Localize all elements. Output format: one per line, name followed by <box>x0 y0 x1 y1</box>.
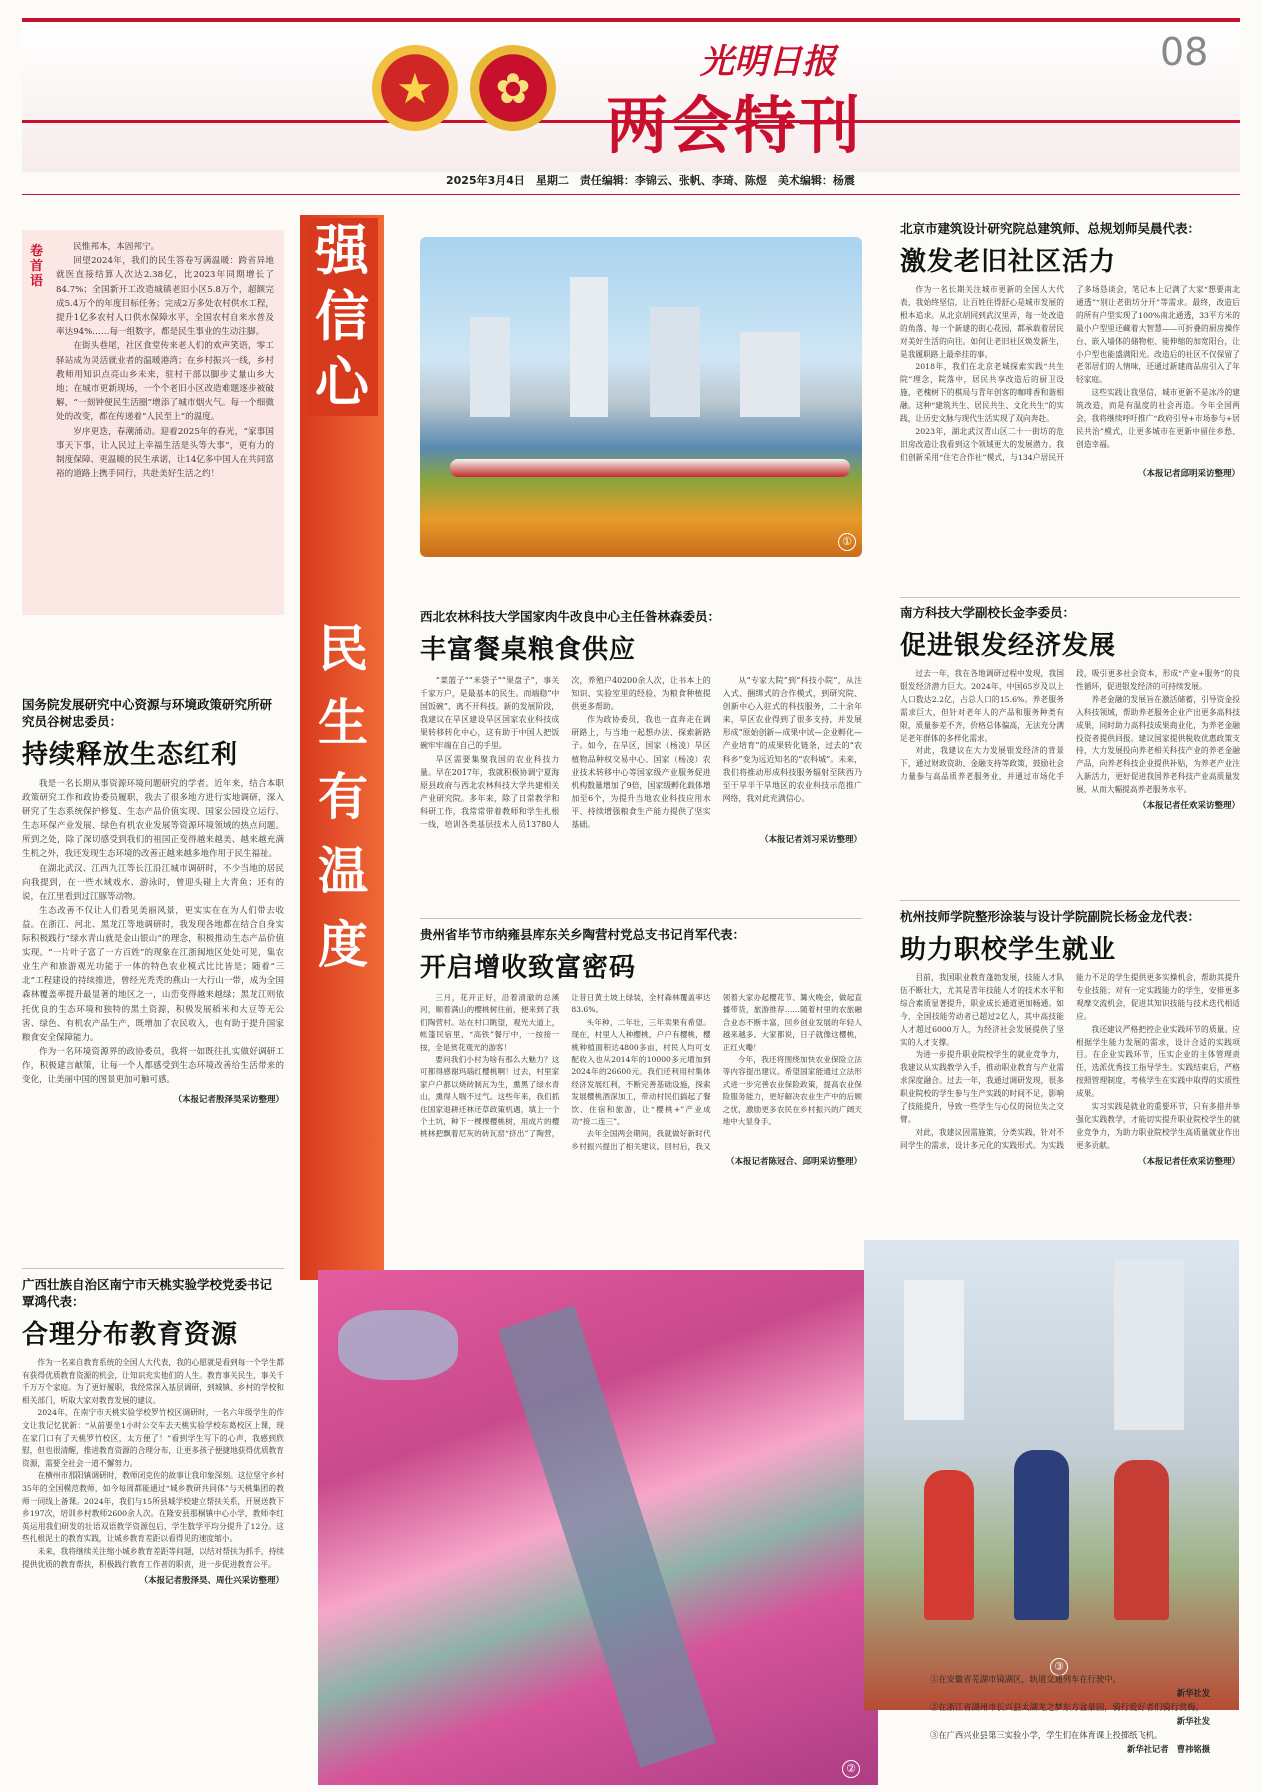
caption-credit: 新华社发 <box>1176 1688 1210 1698</box>
divider <box>22 1268 284 1269</box>
article-kicker: 国务院发展研究中心资源与环境政策研究所研究员谷树忠委员： <box>22 697 273 729</box>
article-byline: （本报记者任欢采访整理） <box>1137 1156 1240 1167</box>
article-ecology <box>22 696 284 1105</box>
paragraph: 未来，我将继续关注缩小城乡教育差距等问题，以结对帮扶为抓手，持续提供优质的教育帮扶，积极践行教育工作者的职责，进一步促进教育公平。 <box>22 1546 284 1569</box>
national-emblem-icon: ★ <box>372 45 458 131</box>
paragraph: 三月，花开正好，沿着清澈的总溪河，顺着满山的樱桃树往前，便来到了我们陶营村。站在村口眺望，观光大道上，帐篷民宿里、“高铁”餐厅中，一按接一按，全是赏花观光的游客！ <box>420 993 560 1052</box>
article-community <box>900 220 1240 479</box>
banner-char: 温 <box>318 842 368 900</box>
paragraph: 作为政协委员，我也一直奔走在调研路上，与当地一起想办法、探索新路子。如今，在旱区，国家（杨凌）旱区植物品种权交易中心、国家（杨凌）农业技术转移中心等国家级产业服务促进机构数量增加了9倍，国家级孵化载体增加至6个，为提升当地农业科技应用水平、持续增强粮食生产能力提供了坚实基础。 <box>571 715 711 830</box>
student-shape <box>1114 1460 1169 1620</box>
building-shape <box>470 317 510 417</box>
paragraph: 去年全国两会期间，我就做好新时代乡村振兴提出了相关建议。回村后，我又领着大家办起樱花节、篝火晚会，做起直播带货，旅游推荐……随着村里的农旅融合业态不断丰富，回乡创业发展的年轻人越来越多。大家都说，日子就像这樱桃，正红火嘞！ <box>571 993 862 1151</box>
paragraph: 在湖北武汉、江西九江等长江沿江城市调研时，不少当地的居民向我提到，在一些水域戏水、游泳时，曾迎头碰上大青鱼；还有的说，在江里看到过江豚等动物。 <box>22 863 284 902</box>
lake-shape <box>338 1310 458 1380</box>
article-body <box>22 777 284 1087</box>
paragraph: 在横州市那阳镇调研时，教师闭克佐的故事让我印象深刻。这位坚守乡村35年的全国模范教师，如今每周都能通过“城乡教研共同体”与天桃集团的教师一同线上备课。2024年，我们与15所县城学校建立帮扶关系，开展送教下乡197次，培训乡村教师2600余人次。在隆安县那桐镇中心小学，教师李红英运用我们研发的壮语双语教学资源包后，学生数学平均分提升了12分。这些扎根泥土的教育实践，让城乡教育差距以看得见的速度缩小。 <box>22 1471 284 1544</box>
divider <box>900 900 1240 901</box>
paragraph: 头年种，二年壮，三年卖果有希望。现在，村里人人种樱桃，户户有樱桃，樱桃种植面积达4800多亩，村民人均可支配收入也从2014年的10000多元增加到2024年的26600元。我们还利用村集体经济发展红利，不断完善基础设施，探索发展樱桃酒深加工，带动村民们搞起了餐饮、住宿和旅游，让“樱桃+”产业成功“接二连三”。 <box>571 1017 711 1127</box>
train-shape <box>450 459 850 477</box>
article-byline: （本报记者邱明采访整理） <box>1137 468 1240 479</box>
paragraph: 养老金融的发展旨在激活储蓄，引导资金投入科技领域，帮助养老服务企业产出更多高科技成果，同时助力高科技成果商业化，为养老金融投资者提供回报。建议国家提供税收优惠政策支持，大力发展投向养老相关科技产业的养老金融产品，向养老科技企业提供补贴，为养老产业注入新活力，更好促进我国养老科技产业高质量发展，从而大幅提高养老服务水平。 <box>1076 694 1240 795</box>
article-food <box>420 608 862 845</box>
article-body <box>900 972 1240 1153</box>
preface-text <box>56 240 274 481</box>
building-shape <box>1114 1260 1184 1430</box>
paragraph: 回望2024年，我们的民生答卷写满温暖：跨省异地就医直接结算人次达2.38亿，比2023年同期增长了84.7%；全国新开工改造城镇老旧小区5.8万个，超额完成5.4万个的年度目标任务；完成2万多处农村供水工程，提升1亿多农村人口供水保障水平，全国农村自来水普及率达94%……每一组数字，都是民生事业的生动注脚。 <box>56 256 274 338</box>
article-body <box>420 992 862 1153</box>
article-kicker: 贵州省毕节市纳雍县库东关乡陶营村党总支书记肖军代表： <box>420 927 746 942</box>
caption-text: ③在广西兴业县第三实验小学，学生们在体育课上投掷纸飞机。 <box>930 1730 1163 1740</box>
cppcc-emblem-icon: ✿ <box>470 45 556 131</box>
banner-char: 民 <box>318 620 368 678</box>
paragraph: 作为一名长期关注城市更新的全国人大代表，我始终坚信，让百姓住得舒心是城市发展的根本追求。从北京胡同到武汉里弄，每一处改造的角落、每一个新建的街心花园，都承载着居民对美好生活的向往。如何让老旧社区焕发新生，是我履职路上最牵挂的事。 <box>900 285 1064 359</box>
banner-char: 有 <box>318 768 368 826</box>
divider <box>22 194 1240 195</box>
paragraph: 在街头巷尾，社区食堂传来老人们的欢声笑语，零工驿站成为灵活就业者的温暖港湾；在乡村振兴一线，乡村教师用知识点亮山乡未来，驻村干部以脚步丈量山乡大地；在城市更新现场，一个个老旧小区改造难题逐步被破解，“一刻钟便民生活圈”增添了城市烟火气。每一个细微处的改变，都在传递着“人民至上”的温度。 <box>56 341 274 423</box>
article-title: 促进银发经济发展 <box>900 631 1117 661</box>
article-kicker: 杭州技师学院整形涂装与设计学院副院长杨金龙代表： <box>900 909 1201 924</box>
paragraph: 民惟邦本，本固邦宁。 <box>73 242 160 252</box>
paragraph: 旱区需要集聚我国的农业科技力量。早在2017年，我就积极协调宁夏海原县政府与西北农林科技大学共建相关产业研究院。多年来，除了日常教学和科研工作，我常常带着教师和学生扎根一线，培训各类基层技术人员13780人次，养殖户40200余人次，让书本上的知识、实验室里的经验，为粮食种植提供更多帮助。 <box>420 676 711 830</box>
paragraph: 实习实践是就业的重要环节，只有多措并举强化实践教学，才能切实提升职业院校学生的就业竞争力，为助力职业院校学生高质量就业作出更多贡献。 <box>1076 1102 1240 1150</box>
paragraph: 对此，我建议在大力发展银发经济的背景下，通过财政资助、金融支持等政策，鼓励社会力量参与高品质养老服务业，并通过市场化手段，吸引更多社会资本，形成“产业+服务”的良性循环，促进银发经济的可持续发展。 <box>900 669 1240 782</box>
student-shape <box>1014 1450 1069 1620</box>
article-silver <box>900 604 1240 811</box>
dateline: 2025年3月4日 星期二 责任编辑：李锦云、张帆、李琦、陈煜 美术编辑：杨震 <box>446 174 855 187</box>
article-byline: （本报记者任欢采访整理） <box>1137 801 1240 812</box>
building-shape <box>570 277 608 417</box>
paragraph: 2024年，在南宁市天桃实验学校罗竹校区调研时，一名六年级学生的作文让我记忆犹新：“从前要坐1小时公交车去天桃实验学校东葛校区上课，现在家门口有了天桃罗竹校区，太方便了！”看到学生写下的心声，我感到欣慰，但也很清醒，推进教育资源的合理分布，让更多孩子便捷地获得优质教育资源，需要全社会一道不懈努力。 <box>22 1408 284 1468</box>
article-byline: （本报记者陈冠合、邱明采访整理） <box>725 1157 862 1168</box>
article-employment <box>900 908 1240 1167</box>
photo-plum-blossom-cycling <box>318 1270 878 1785</box>
banner-char: 生 <box>318 694 368 752</box>
article-kicker: 南方科技大学副校长金李委员： <box>900 605 1076 620</box>
paragraph: 生态改善不仅让人们看见美丽风景，更实实在在为人们带去收益。在浙江、河北、黑龙江等地调研时，我发现各地都在结合自身实际积极践行“绿水青山就是金山银山”的理念，积极推动生态产品价值实现。“一片叶子富了一方百姓”的现象在江浙闽地区处处可见，集农业生产和旅游观光功能于一体的特色农业模式比比皆是；随着“三北”工程建设的持续推进，曾经光秃秃的燕山一大行山一带，成为全国森林覆盖率提升最显著的地区之一，山峦变得越来越绿；黑龙江则依托优良的生态环境和独特的黑土资源，积极发展稻米和大豆等无公害、绿色、有机农产品生产，既增加了农民收入，也有助于提升国家粮食安全保障能力。 <box>22 905 284 1043</box>
paragraph: 目前，我国职业教育蓬勃发展，技能人才队伍不断壮大，尤其是青年技能人才的技术水平和综合素质显著提升，职业成长通道更加畅通。如今，全国技能劳动者已超过2亿人，其中高技能人才超过6000万人，为经济社会发展提供了坚实的人才支撑。 <box>900 973 1064 1047</box>
paragraph: 过去一年，我在各地调研过程中发现，我国银发经济潜力巨大。2024年，中国65岁及以上人口数达2.2亿，占总人口的15.6%。养老服务需求巨大，但针对老年人的产品和服务种类有限，质量参差不齐，价格总体偏高，无法充分满足老年群体的多样化需求。 <box>900 669 1064 743</box>
building-shape <box>650 307 700 417</box>
divider <box>420 918 862 919</box>
article-body <box>900 668 1240 797</box>
paragraph: 岁序更迭，春潮涌动。迎着2025年的春光，“家事国事天下事，让人民过上幸福生活是头等大事”，更有力的制度保障、更温暖的民生承诺，让14亿多中国人在共同富裕的道路上携手同行，共赴美好生活之约！ <box>56 426 274 480</box>
article-education <box>22 1276 284 1586</box>
banner-char: 信 <box>315 285 369 348</box>
article-title: 助力职校学生就业 <box>900 935 1117 965</box>
section-title: 两会特刊 <box>606 89 863 162</box>
article-title: 开启增收致富密码 <box>420 953 637 983</box>
banner-char: 强 <box>315 219 369 282</box>
article-title: 合理分布教育资源 <box>22 1320 239 1350</box>
caption-credit: 新华社记者 曹祎铭摄 <box>1127 1744 1210 1754</box>
caption-credit: 新华社发 <box>1176 1716 1210 1726</box>
article-body <box>420 674 862 831</box>
road-shape <box>498 1305 716 1767</box>
photo-captions <box>930 1672 1210 1756</box>
article-body <box>22 1357 284 1571</box>
paragraph: 我还建议严格把控企业实践环节的质量。应根据学生能力发展的需求，设计合适的实践项目。在企业实践环节，压实企业的主体管理责任，选派优秀技工指导学生。实践结束后，严格按照管理制度，考核学生在实践中取得的实质性成果。 <box>1076 1024 1240 1099</box>
article-income <box>420 926 862 1167</box>
caption-text: ②在浙江省湖州市长兴县太湖龙之梦东方盆景园，骑行爱好者们骑行赏梅。 <box>930 1702 1204 1712</box>
article-kicker: 广西壮族自治区南宁市天桃实验学校党委书记覃鸿代表： <box>22 1277 273 1309</box>
page-number: 08 <box>1160 30 1209 74</box>
paragraph: 对此，我建议因需施策，分类实践，针对不同学生的需求，设计多元化的实践形式。为实践能力不足的学生提供更多实操机会，帮助其提升专业技能；对有一定实践能力的学生，安排更多观摩交流机会，促进其知识技能与技术迭代相适应。 <box>900 973 1240 1150</box>
paragraph: 我是一名长期从事资源环境问题研究的学者。近年来，结合本职政策研究工作和政协委员履职，我去了很多地方进行实地调研，深入研究了生态系统保护修复、生态产品价值实现、国家公园设立运行、生态环保产业发展、绿色有机农业发展等资源环境领域的热点问题。所到之处，除了深切感受到我们的祖国正变得越来越美、越来越充满生机之外，我还发现生态环境的改善正越来越多地作用于民生福祉。 <box>22 779 284 860</box>
newspaper-name: 光明日报 <box>700 42 836 82</box>
article-title: 激发老旧社区活力 <box>900 247 1117 277</box>
article-kicker: 西北农林科技大学国家肉牛改良中心主任昝林森委员： <box>420 609 721 624</box>
photo-number: ② <box>842 1760 860 1778</box>
preface-tag: 卷首语 <box>30 244 44 289</box>
paragraph: 为进一步提升职业院校学生的就业竞争力，我建议从实践教学入手，推动职业教育与产业需求深度融合。过去一年，我通过调研发现，很多职业院校的学生参与生产实践的时间不足，影响了技能提升，导致一些学生与心仪的岗位失之交臂。 <box>900 1050 1064 1124</box>
student-shape <box>924 1470 974 1620</box>
photo-number: ① <box>838 533 856 551</box>
paragraph: 从“专家大院”到“科技小院”，从注入式、捆绑式的合作模式，到研究院、创新中心入驻式的科技服务，二十余年来，旱区农业得到了很多支持，并发展形成“原始创新—成果中试—企业孵化—产业培育”的成果转化链条，过去的“农科乡”变为远近知名的“农科城”。未来，我们将推动形成科技服务辐射至陕西乃至干旱半干旱地区的农业科技示范推广网络，我对此充满信心。 <box>722 676 862 803</box>
paragraph: 作为一名环境资源界的政协委员，我将一如既往扎实做好调研工作，积极建言献策，让每一个人都感受到生态环境改善给生活带来的变化，让美丽中国的图景更加可触可感。 <box>22 1046 284 1085</box>
article-title: 丰富餐桌粮食供应 <box>420 635 637 665</box>
caption-text: ①在安徽省芜湖市镜湖区，轨道交通列车在行驶中。 <box>930 1674 1121 1684</box>
article-kicker: 北京市建筑设计研究院总建筑师、总规划师吴晨代表： <box>900 221 1201 236</box>
building-shape <box>740 332 800 417</box>
article-byline: （本报记者殷泽昊采访整理） <box>173 1095 284 1106</box>
paragraph: 这些实践让我坚信，城市更新不是冰冷的建筑改造，而是有温度的社会再造。今年全国两会，我将继续呼吁推广“政府引导+市场参与+居民共治”模式，让更多城市在更新中留住乡愁、创造幸福。 <box>1076 388 1240 449</box>
divider <box>900 597 1240 598</box>
article-byline: （本报记者刘习采访整理） <box>759 835 862 846</box>
paragraph: “菜篮子”“米袋子”“果盘子”，事关千家万户，是最基本的民生。而端稳“中国饭碗”，离不开科技。新的发展阶段，我建议在旱区建设旱区国家农业科技成果转移转化中心，这有助于中国人把饭碗牢牢端在自己的手里。 <box>420 676 560 751</box>
article-body <box>900 284 1240 465</box>
paragraph: 2023年，湖北武汉青山区二十一街坊的危旧房改造让我看到这个领域更大的发展潜力。我们创新采用“住宅合作社”模式，与134户居民开了多场恳谈会，笔记本上记满了大家“想要南北通透”“别让老街坊分开”等需求。最终，改造后的所有户型实现了100%南北通透，33平方米的最小户型里还藏着大智慧——可折叠的厨房操作台、嵌入墙体的储物柜、能伸缩的加宽阳台，让小户型也能盛满阳光。改造后的社区不仅保留了老邻居们的人情味，还通过新建商品房引入了年轻家庭。 <box>900 285 1240 462</box>
banner-char: 度 <box>318 916 368 974</box>
paragraph: 今年，我还将围绕加快农业保险立法等内容提出建议。希望国家能通过立法形式进一步完善农业保险政策，提高农业保险服务能力，更好解决农业生产中的后顾之忧，激励更多农民在乡村振兴的广阔天地中大显身手。 <box>722 1055 862 1127</box>
paragraph: 作为一名来自教育系统的全国人大代表，我的心愿就是看到每一个学生都有获得优质教育资源的机会，让知识充实他们的人生。教育事关民生，事关千千万万个家庭。为了更好履职，我经常深入基层调研，到城镇、乡村的学校和相关部门，听取大家对教育发展的建议。 <box>22 1358 284 1405</box>
article-title: 持续释放生态红利 <box>22 740 239 770</box>
banner-strong <box>306 218 378 416</box>
photo-number: ③ <box>1050 1658 1068 1676</box>
banner-char: 心 <box>315 351 369 414</box>
photo-paper-planes <box>864 1240 1239 1710</box>
building-shape <box>904 1280 964 1420</box>
photo-city-train <box>420 237 862 557</box>
article-byline: （本报记者殷泽昊、周仕兴采访整理） <box>139 1576 284 1587</box>
paragraph: 要问我们小村为啥有那么大魅力？这可都得感谢玛瑙红樱桃啊！过去，村里家家户户都以烧砖制瓦为生，熏黑了绿水青山，熏得人喘不过气。这些年来，我们抓住国家退耕还林还草政策机遇，填上一个个土坑，种下一棵棵樱桃树，用成片的樱桃林把飘着尼灰的砖瓦窑“挤出”了陶营，让昔日黄土坡上绿装，全村森林覆盖率达83.6%。 <box>420 993 711 1139</box>
banner-livelihood <box>318 612 368 982</box>
paragraph: 2018年，我们在北京老城探索实践“共生院”理念，院落中，居民共享改造后的厨卫设施，老槐树下的棋局与青年创客的咖啡香和谐相融。这种“建筑共生、居民共生、文化共生”的实践，让历史文脉与现代生活实现了双向奔赴。 <box>900 362 1064 424</box>
